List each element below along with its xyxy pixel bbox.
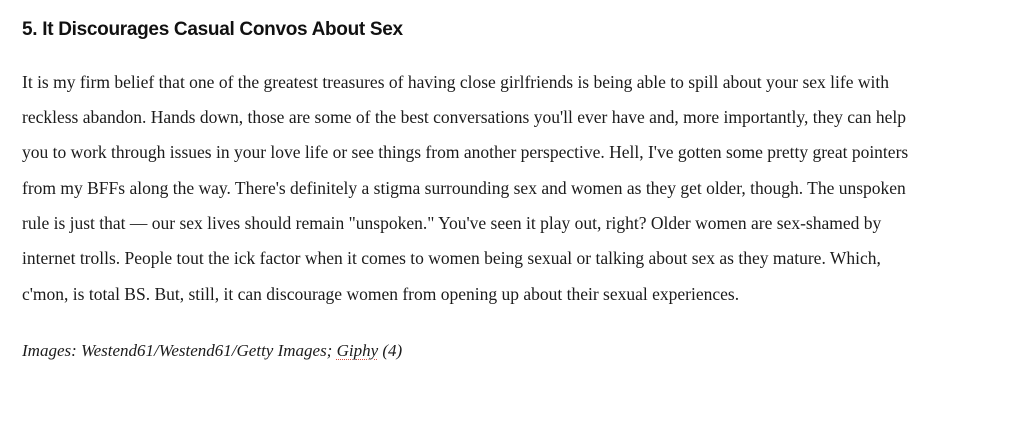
credits-suffix: (4) [378,341,403,361]
article-paragraph: It is my firm belief that one of the greatest treasures of having close girlfriends is being able to spill about your sex life with reckless abandon. Hands down, those are some of the best conversations you'll ever have and, more importantly, they can help you to work through issues in your love life or see things from another perspective. Hell, I've gotten some pretty great pointers from my BFFs along the way. There's definitely a stigma surrounding sex and women as they get older, though. The unspoken rule is just that — our sex lives should remain "unspoken." You've seen it play out, right? Older women are sex-shamed by internet trolls. People tout the ick factor when it comes to women being sexual or talking about sex as they mature. Which, c'mon, is total BS. But, still, it can discourage women from opening up about their sexual experiences. [22,71,909,304]
section-heading: 5. It Discourages Casual Convos About Sex [22,19,403,40]
image-credits [22,337,1002,364]
credits-misspelled-word[interactable]: Giphy [336,341,379,361]
credits-prefix: Images: Westend61/Westend61/Getty Images; [22,341,337,361]
